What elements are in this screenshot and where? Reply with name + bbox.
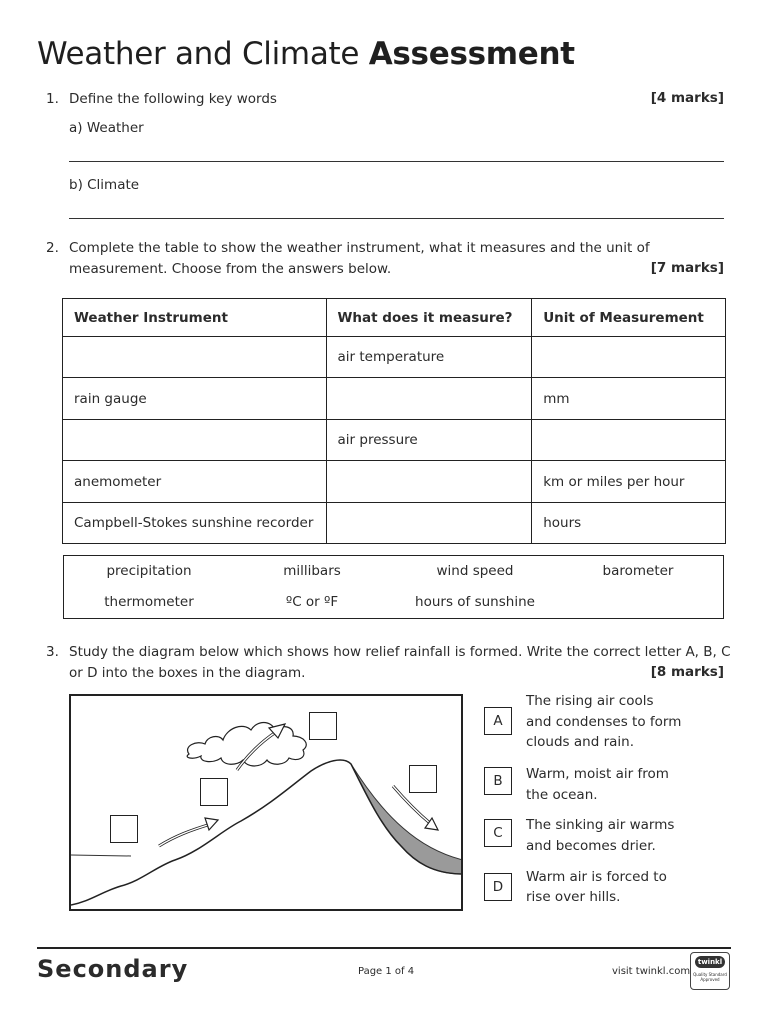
badge-caption: Quality Standard <box>693 972 727 977</box>
table-row <box>63 420 726 461</box>
table-cell[interactable] <box>63 420 327 461</box>
word-bank-item: ºC or ºF <box>285 594 339 610</box>
option-text-line: The rising air cools <box>526 693 654 709</box>
table-header: Unit of Measurement <box>532 299 726 337</box>
table-header: What does it measure? <box>326 299 532 337</box>
table-cell: rain gauge <box>63 378 327 420</box>
page-number: Page 1 of 4 <box>358 966 415 977</box>
table-row <box>63 503 726 544</box>
word-bank-item: precipitation <box>106 563 192 579</box>
option-text-line: Warm air is forced to <box>526 869 667 885</box>
title-bold: Assessment <box>368 36 575 72</box>
relief-rainfall-diagram <box>69 694 463 911</box>
q3-number: 3. <box>46 644 59 660</box>
option-text-line: and condenses to form <box>526 714 682 730</box>
diagram-answer-box[interactable] <box>409 765 437 793</box>
option-letter-box: C <box>484 819 512 847</box>
inland-arrowhead <box>205 818 218 830</box>
option-text-line: and becomes drier. <box>526 838 656 854</box>
word-bank-item: hours of sunshine <box>415 594 535 610</box>
q1-b-answer-line[interactable] <box>69 218 724 219</box>
page-title <box>37 34 575 74</box>
q3-prompt-line2: or D into the boxes in the diagram. <box>69 665 306 681</box>
table-cell: km or miles per hour <box>532 461 726 503</box>
diagram-answer-box[interactable] <box>110 815 138 843</box>
table-header: Weather Instrument <box>63 299 327 337</box>
table-cell: air pressure <box>326 420 532 461</box>
q1-a-answer-line[interactable] <box>69 161 724 162</box>
q2-number: 2. <box>46 240 59 256</box>
q2-prompt-line1: Complete the table to show the weather instrument, what it measures and the unit of <box>69 240 650 256</box>
sea-level-line <box>71 855 131 856</box>
instrument-table <box>62 298 726 544</box>
table-cell: air temperature <box>326 337 532 378</box>
table-row <box>63 378 726 420</box>
relief-rainfall-illustration <box>71 696 461 909</box>
diagram-answer-box[interactable] <box>200 778 228 806</box>
q1-prompt: Define the following key words <box>69 91 277 107</box>
option-text-line: the ocean. <box>526 787 598 803</box>
option-text-line: clouds and rain. <box>526 734 634 750</box>
badge-logo: twinkl <box>695 956 725 968</box>
word-bank-item: millibars <box>283 563 341 579</box>
q3-prompt-line1: Study the diagram below which shows how relief rainfall is formed. Write the correct letter A, B, C <box>69 644 731 660</box>
table-cell: hours <box>532 503 726 544</box>
q2-prompt-line2: measurement. Choose from the answers below. <box>69 261 392 277</box>
word-bank-item: barometer <box>602 563 674 579</box>
diagram-answer-box[interactable] <box>309 712 337 740</box>
table-cell[interactable] <box>532 337 726 378</box>
table-cell[interactable] <box>326 503 532 544</box>
q2-marks: [7 marks] <box>650 260 724 276</box>
table-row <box>63 461 726 503</box>
rain-shadow-shading <box>351 764 461 874</box>
q3-marks: [8 marks] <box>650 664 724 680</box>
option-text-line: The sinking air warms <box>526 817 675 833</box>
option-letter-box: D <box>484 873 512 901</box>
q1-marks: [4 marks] <box>650 90 724 106</box>
option-letter-box: B <box>484 767 512 795</box>
table-cell[interactable] <box>326 461 532 503</box>
footer-divider <box>37 947 731 949</box>
table-cell[interactable] <box>326 378 532 420</box>
table-cell: anemometer <box>63 461 327 503</box>
table-cell: mm <box>532 378 726 420</box>
quality-badge <box>690 952 730 990</box>
table-cell: Campbell-Stokes sunshine recorder <box>63 503 327 544</box>
table-cell[interactable] <box>63 337 327 378</box>
q1-a-label: a) Weather <box>69 120 144 136</box>
word-bank-item: thermometer <box>104 594 194 610</box>
table-row <box>63 337 726 378</box>
visit-link[interactable]: visit twinkl.com <box>612 966 691 977</box>
badge-caption: Approved <box>700 977 720 982</box>
table-header-row <box>63 299 726 337</box>
option-text-line: rise over hills. <box>526 889 621 905</box>
word-bank-item: wind speed <box>436 563 514 579</box>
title-main: Weather and Climate <box>37 36 360 72</box>
table-cell[interactable] <box>532 420 726 461</box>
q1-b-label: b) Climate <box>69 177 140 193</box>
option-text-line: Warm, moist air from <box>526 766 669 782</box>
option-letter-box: A <box>484 707 512 735</box>
brand-logo: Secondary <box>37 955 189 983</box>
q1-number: 1. <box>46 91 59 107</box>
inland-arrow-stroke <box>159 824 211 846</box>
